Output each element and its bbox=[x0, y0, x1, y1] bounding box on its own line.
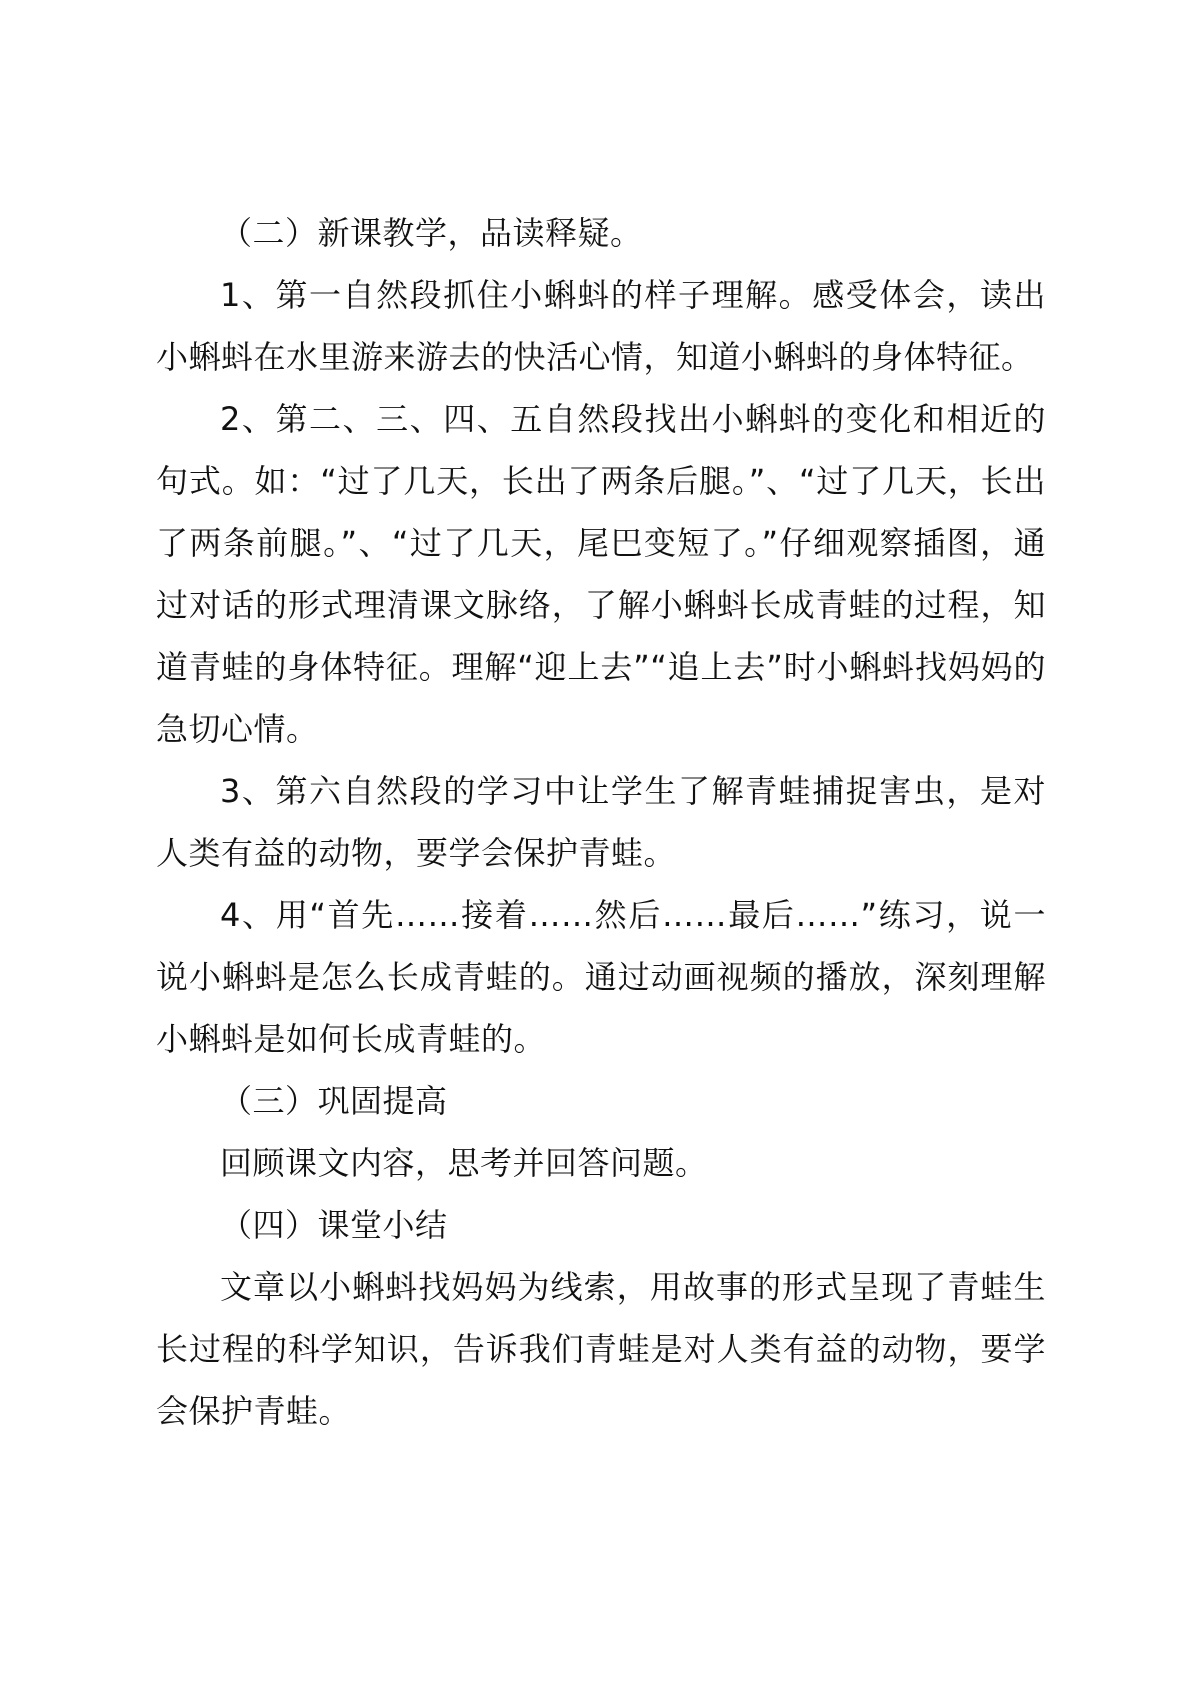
document-page bbox=[156, 202, 1046, 1442]
paragraph-review: 回顾课文内容，思考并回答问题。 bbox=[220, 1144, 708, 1182]
paragraph-summary: 文章以小蝌蚪找妈妈为线索，用故事的形式呈现了青蛙生长过程的科学知识，告诉我们青蛙是对人类有益的动物，要学会保护青蛙。 bbox=[156, 1268, 1046, 1430]
section-heading-consolidate: （三）巩固提高 bbox=[220, 1082, 448, 1120]
paragraph-item-2: 2、第二、三、四、五自然段找出小蝌蚪的变化和相近的句式。如：“过了几天，长出了两条后腿。”、“过了几天，长出了两条前腿。”、“过了几天，尾巴变短了。”仔细观察插图，通过对话的形式理清课文脉络，了解小蝌蚪长成青蛙的过程，知道青蛙的身体特征。理解“迎上去”“追上去”时小蝌蚪找妈妈的急切心情。 bbox=[156, 400, 1046, 748]
section-heading-new-lesson: （二）新课教学，品读释疑。 bbox=[220, 214, 643, 252]
section-heading-summary: （四）课堂小结 bbox=[220, 1206, 448, 1244]
paragraph-item-4: 4、用“首先……接着……然后……最后……”练习，说一说小蝌蚪是怎么长成青蛙的。通过动画视频的播放，深刻理解小蝌蚪是如何长成青蛙的。 bbox=[156, 896, 1046, 1058]
paragraph-item-3: 3、第六自然段的学习中让学生了解青蛙捕捉害虫，是对人类有益的动物，要学会保护青蛙。 bbox=[156, 772, 1046, 872]
paragraph-item-1: 1、第一自然段抓住小蝌蚪的样子理解。感受体会，读出小蝌蚪在水里游来游去的快活心情，知道小蝌蚪的身体特征。 bbox=[156, 276, 1046, 376]
